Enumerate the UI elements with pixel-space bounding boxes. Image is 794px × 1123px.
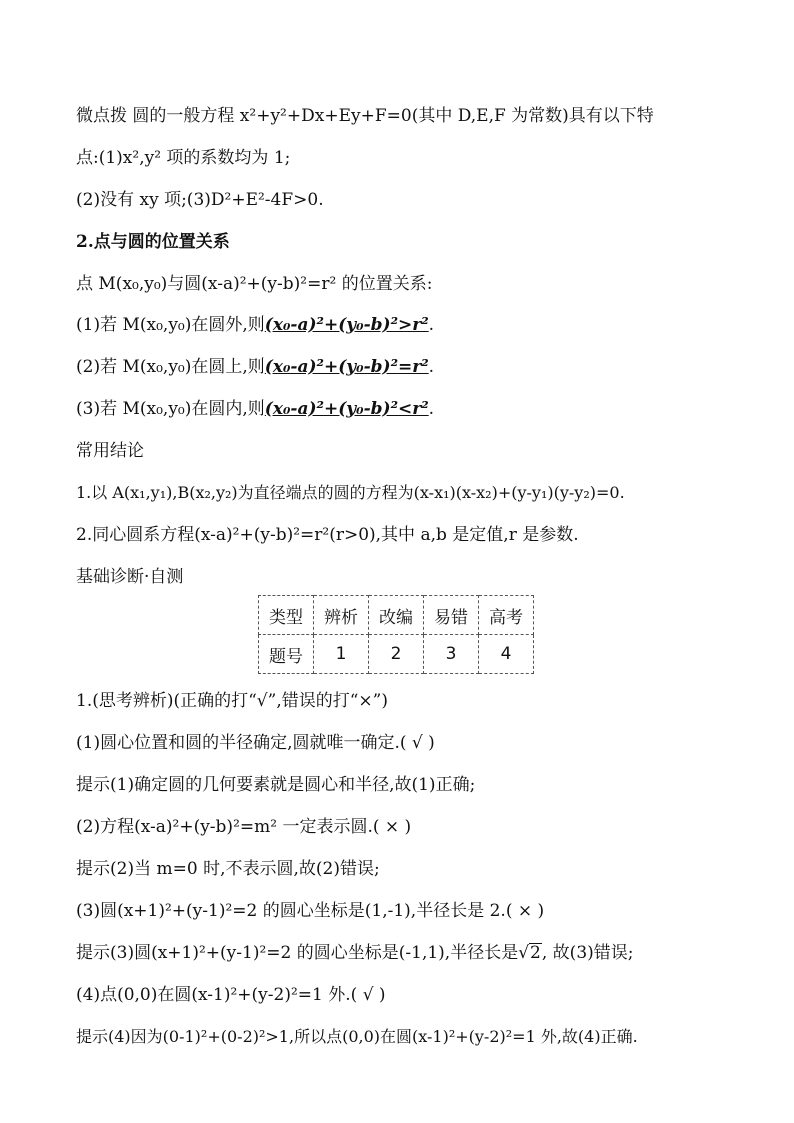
table-cell: 3 — [424, 635, 479, 674]
table-cell: 辨析 — [314, 596, 369, 635]
hint-4: 提示(4)因为(0-1)²+(0-2)²>1,所以点(0,0)在圆(x-1)²+(y-2)²=1 外,故(4)正确. — [76, 1027, 638, 1046]
case-inside: (3)若 M(x₀,y₀)在圆内,则(x₀-a)²+(y₀-b)²<r². — [76, 399, 435, 419]
case-outside: (1)若 M(x₀,y₀)在圆外,则(x₀-a)²+(y₀-b)²>r². — [76, 315, 435, 335]
table-row — [259, 635, 534, 674]
question-1-item-1: (1)圆心位置和圆的半径确定,圆就唯一确定.( √ ) — [76, 733, 435, 753]
tip-line-2: 点:(1)x²,y² 项的系数均为 1; — [76, 148, 291, 168]
hint-1: 提示(1)确定圆的几何要素就是圆心和半径,故(1)正确; — [76, 775, 476, 795]
conclusion-1: 1.以 A(x₁,y₁),B(x₂,y₂)为直径端点的圆的方程为(x-x₁)(x-x₂)+(y-y₁)(y-y₂)=0. — [76, 483, 625, 502]
case-on-text: (2)若 M(x₀,y₀)在圆上,则 — [76, 357, 265, 377]
question-1-item-4: (4)点(0,0)在圆(x-1)²+(y-2)²=1 外.( √ ) — [76, 985, 386, 1005]
hint-3 — [76, 941, 726, 965]
table-cell: 4 — [479, 635, 534, 674]
table-cell: 改编 — [369, 596, 424, 635]
table-cell: 题号 — [259, 635, 314, 674]
question-1-intro: 1.(思考辨析)(正确的打“√”,错误的打“×”) — [76, 691, 388, 711]
question-1-item-2: (2)方程(x-a)²+(y-b)²=m² 一定表示圆.( × ) — [76, 817, 412, 837]
section-heading-point-circle: 2.点与圆的位置关系 — [76, 232, 230, 252]
hint-3-text: 提示(3)圆(x+1)²+(y-1)²=2 的圆心坐标是(-1,1),半径长是√ — [76, 943, 530, 963]
table-cell: 1 — [314, 635, 369, 674]
case-inside-answer: (x₀-a)²+(y₀-b)²<r² — [264, 399, 429, 419]
point-circle-intro: 点 M(x₀,y₀)与圆(x-a)²+(y-b)²=r² 的位置关系: — [76, 274, 433, 294]
self-test-heading: 基础诊断·自测 — [76, 567, 184, 587]
case-outside-text: (1)若 M(x₀,y₀)在圆外,则 — [76, 315, 265, 335]
hint-3-radical: 2 — [530, 943, 541, 963]
question-type-table — [258, 595, 534, 674]
table-cell: 2 — [369, 635, 424, 674]
table-cell: 类型 — [259, 596, 314, 635]
tip-line-3: (2)没有 xy 项;(3)D²+E²-4F>0. — [76, 190, 324, 210]
question-1-item-3: (3)圆(x+1)²+(y-1)²=2 的圆心坐标是(1,-1),半径长是 2.( × ) — [76, 901, 545, 921]
common-conclusions-heading: 常用结论 — [76, 441, 144, 461]
conclusion-2: 2.同心圆系方程(x-a)²+(y-b)²=r²(r>0),其中 a,b 是定值,r 是参数. — [76, 525, 579, 545]
hint-3-tail: , 故(3)错误; — [541, 943, 634, 963]
table-cell: 高考 — [479, 596, 534, 635]
case-inside-text: (3)若 M(x₀,y₀)在圆内,则 — [76, 399, 265, 419]
hint-2: 提示(2)当 m=0 时,不表示圆,故(2)错误; — [76, 859, 380, 879]
case-outside-answer: (x₀-a)²+(y₀-b)²>r² — [264, 315, 429, 335]
case-on-answer: (x₀-a)²+(y₀-b)²=r² — [264, 357, 429, 377]
table-cell: 易错 — [424, 596, 479, 635]
case-on: (2)若 M(x₀,y₀)在圆上,则(x₀-a)²+(y₀-b)²=r². — [76, 357, 435, 377]
tip-line-1: 微点拨 圆的一般方程 x²+y²+Dx+Ey+F=0(其中 D,E,F 为常数)具有以下特 — [76, 106, 654, 126]
table-row — [259, 596, 534, 635]
